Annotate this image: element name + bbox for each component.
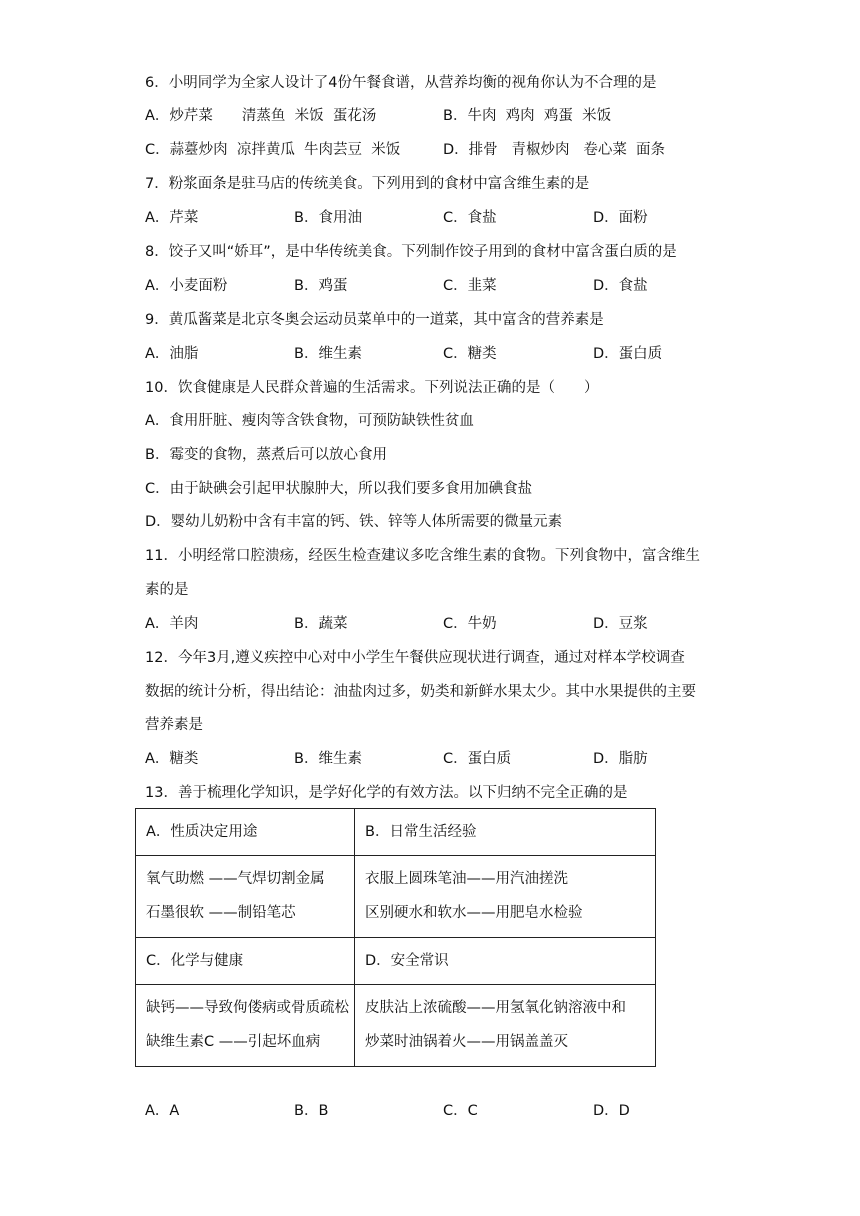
- question-6-stem: 6．小明同学为全家人设计了4份午餐食谱，从营养均衡的视角你认为不合理的是: [145, 75, 657, 91]
- q9-option-a: A．油脂: [145, 346, 199, 362]
- question-12-stem-line1: 12．今年3月,遵义疾控中心对中小学生午餐供应现状进行调查，通过对样本学校调查: [145, 650, 685, 666]
- c-line-2: 缺维生素C ——引起坏血病: [146, 1034, 321, 1050]
- q6-option-a: A．炒芹菜 清蒸鱼 米饭 蛋花汤: [145, 108, 377, 124]
- c-line-1: 缺钙——导致佝偻病或骨质疏松: [146, 1000, 349, 1016]
- a-line-2: 石墨很软 ——制铅笔芯: [146, 905, 296, 921]
- q7-option-c: C．食盐: [443, 210, 497, 226]
- q12-option-b: B．维生素: [294, 751, 362, 767]
- b-line-1: 衣服上圆珠笔油——用汽油搓洗: [365, 871, 568, 887]
- q12-option-c: C．蛋白质: [443, 751, 512, 767]
- table-cell-a-heading: A．性质决定用途: [136, 809, 355, 856]
- table-cell-c-content: [136, 985, 355, 1067]
- question-9-stem: 9．黄瓜酱菜是北京冬奥会运动员菜单中的一道菜，其中富含的营养素是: [145, 312, 604, 328]
- question-8-stem: 8．饺子又叫“娇耳”，是中华传统美食。下列制作饺子用到的食材中富含蛋白质的是: [145, 244, 677, 260]
- q12-option-d: D．脂肪: [593, 751, 648, 767]
- q10-option-b: B．霉变的食物，蒸煮后可以放心食用: [145, 447, 387, 463]
- q9-option-d: D．蛋白质: [593, 346, 663, 362]
- q8-option-b: B．鸡蛋: [294, 278, 348, 294]
- q10-option-a: A．食用肝脏、瘦肉等含铁食物，可预防缺铁性贫血: [145, 413, 474, 429]
- q10-option-c: C．由于缺碘会引起甲状腺肿大，所以我们要多食用加碘食盐: [145, 481, 533, 497]
- d-line-2: 炒菜时油锅着火——用锅盖盖灭: [365, 1034, 568, 1050]
- table-cell-a-content: [136, 856, 355, 938]
- q8-option-a: A．小麦面粉: [145, 278, 228, 294]
- q7-option-d: D．面粉: [593, 210, 648, 226]
- q8-option-c: C．韭菜: [443, 278, 497, 294]
- table-cell-b-heading: B．日常生活经验: [355, 809, 656, 856]
- table-cell-c-heading: C．化学与健康: [136, 938, 355, 985]
- question-13-stem: 13．善于梳理化学知识，是学好化学的有效方法。以下归纳不完全正确的是: [145, 785, 628, 801]
- q6-option-b: B．牛肉 鸡肉 鸡蛋 米饭: [443, 108, 612, 124]
- q12-option-a: A．糖类: [145, 751, 199, 767]
- q10-option-d: D．婴幼儿奶粉中含有丰富的钙、铁、锌等人体所需要的微量元素: [145, 514, 563, 530]
- q9-option-b: B．维生素: [294, 346, 362, 362]
- question-10-stem: 10．饮食健康是人民群众普遍的生活需求。下列说法正确的是（ ）: [145, 380, 599, 396]
- q7-option-a: A．芹菜: [145, 210, 199, 226]
- q13-option-c: C．C: [443, 1103, 478, 1119]
- q9-option-c: C．糖类: [443, 346, 497, 362]
- q13-option-b: B．B: [294, 1103, 329, 1119]
- q11-option-a: A．羊肉: [145, 616, 199, 632]
- q13-option-a: A．A: [145, 1103, 180, 1119]
- table-cell-d-content: [355, 985, 656, 1067]
- q11-option-d: D．豆浆: [593, 616, 648, 632]
- question-11-stem-line1: 11．小明经常口腔溃疡，经医生检查建议多吃含维生素的食物。下列食物中，富含维生: [145, 548, 700, 564]
- q11-option-c: C．牛奶: [443, 616, 497, 632]
- q8-option-d: D．食盐: [593, 278, 648, 294]
- question-12-stem-line2: 数据的统计分析，得出结论：油盐肉过多，奶类和新鲜水果太少。其中水果提供的主要: [145, 684, 696, 700]
- question-12-stem-line3: 营养素是: [145, 717, 203, 733]
- table-cell-b-content: [355, 856, 656, 938]
- q11-option-b: B．蔬菜: [294, 616, 348, 632]
- q13-option-d: D．D: [593, 1103, 630, 1119]
- b-line-2: 区别硬水和软水——用肥皂水检验: [365, 905, 583, 921]
- table-cell-d-heading: D．安全常识: [355, 938, 656, 985]
- q6-option-d: D．排骨 青椒炒肉 卷心菜 面条: [443, 142, 666, 158]
- q7-option-b: B．食用油: [294, 210, 362, 226]
- question-11-stem-line2: 素的是: [145, 582, 189, 598]
- a-line-1: 氧气助燃 ——气焊切割金属: [146, 871, 325, 887]
- question-7-stem: 7．粉浆面条是驻马店的传统美食。下列用到的食材中富含维生素的是: [145, 176, 590, 192]
- q13-summary-table: [135, 808, 656, 1067]
- d-line-1: 皮肤沾上浓硫酸——用氢氧化钠溶液中和: [365, 1000, 626, 1016]
- q6-option-c: C．蒜薹炒肉 凉拌黄瓜 牛肉芸豆 米饭: [145, 142, 401, 158]
